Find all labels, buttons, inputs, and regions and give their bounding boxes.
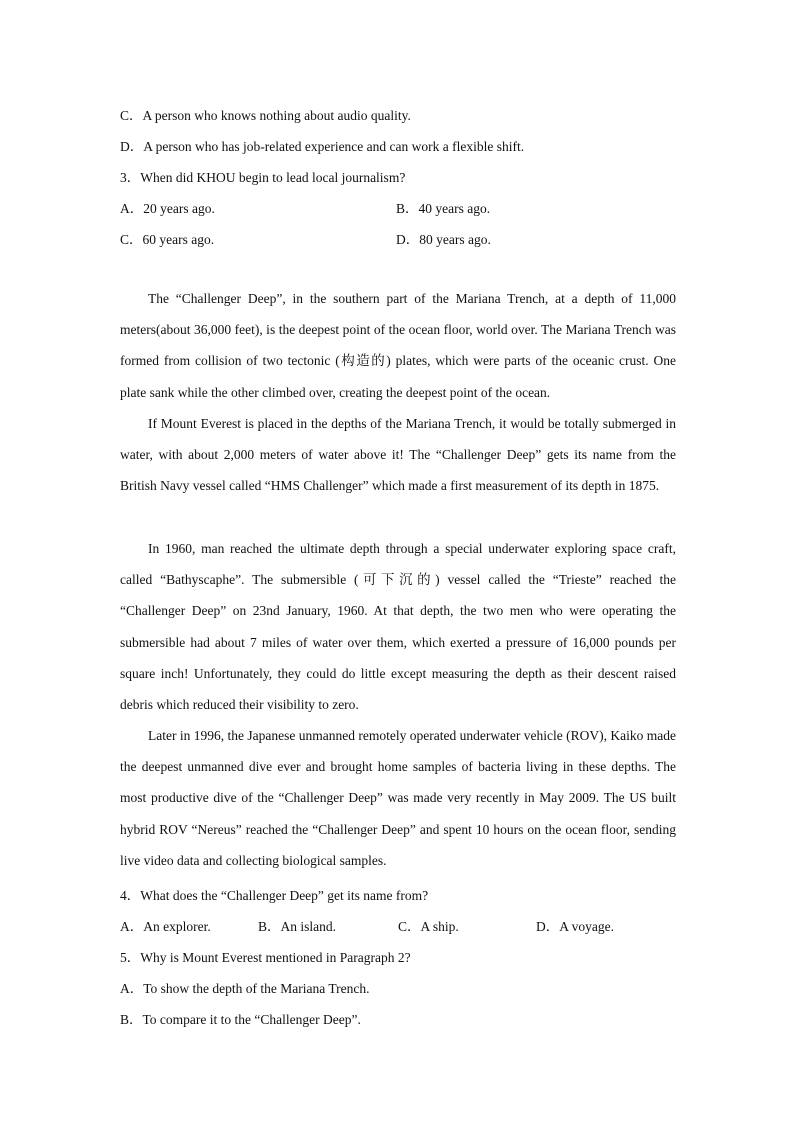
q3-option-b: B．40 years ago. — [396, 201, 491, 216]
q2-option-c: C．A person who knows nothing about audio quality. — [120, 108, 411, 123]
q3-question: 3．When did KHOU begin to lead local journalism? — [120, 170, 406, 185]
q5-question: 5．Why is Mount Everest mentioned in Paragraph 2? — [120, 950, 411, 965]
q4-option-d: D．A voyage. — [536, 919, 614, 934]
q3-option-d: D．80 years ago. — [396, 232, 491, 247]
q3-option-a: A．20 years ago. — [120, 201, 215, 216]
q4-option-a: A．An explorer. — [120, 919, 211, 934]
q2-option-d: D．A person who has job-related experience and can work a flexible shift. — [120, 139, 525, 154]
passage-paragraph-1: The “Challenger Deep”, in the southern part of the Mariana Trench, at a depth of 11,000 meters(about 36,000 feet), is the deepest point of the ocean floor, world over. The Mariana Trench was formed from collision of two tectonic (构造的) plates, which were parts of the oceanic crust. One plate sank while the other climbed over, creating the deepest point of the ocean. — [120, 291, 676, 400]
passage-paragraph-3: In 1960, man reached the ultimate depth through a special underwater exploring space craft, called “Bathyscaphe”. The submersible (可下沉的) vessel called the “Trieste” reached the “Challenger Deep” on 23nd January, 1960. At that depth, the two men who were operating the submersible had about 7 miles of water over them, which exerted a pressure of 16,000 pounds per square inch! Unfortunately, they could do little except measuring the depth as their descent raised debris which reduced their visibility to zero. — [120, 541, 676, 713]
passage-paragraph-4: Later in 1996, the Japanese unmanned remotely operated underwater vehicle (ROV), Kaiko made the deepest unmanned dive ever and brought home samples of bacteria living in these depths. The most productive dive of the “Challenger Deep” was made very recently in May 2009. The US built hybrid ROV “Nereus” reached the “Challenger Deep” and spent 10 hours on the ocean floor, sending live video data and collecting biological samples. — [120, 728, 676, 868]
q4-question: 4．What does the “Challenger Deep” get its name from? — [120, 888, 429, 903]
q5-option-b: B．To compare it to the “Challenger Deep”. — [120, 1012, 361, 1027]
q4-option-c: C．A ship. — [398, 919, 459, 934]
passage-paragraph-2: If Mount Everest is placed in the depths of the Mariana Trench, it would be totally submerged in water, with about 2,000 meters of water above it! The “Challenger Deep” gets its name from the British Navy vessel called “HMS Challenger” which made a first measurement of its depth in 1875. — [120, 416, 676, 494]
q4-option-b: B．An island. — [258, 919, 337, 934]
q3-option-c: C．60 years ago. — [120, 232, 215, 247]
q5-option-a: A．To show the depth of the Mariana Trench. — [120, 981, 370, 996]
